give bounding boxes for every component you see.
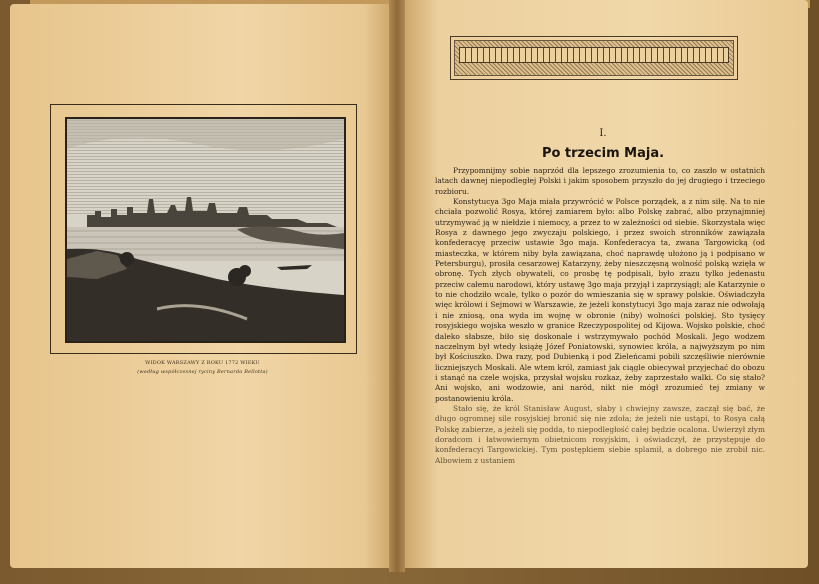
book-gutter: [389, 0, 405, 572]
warsaw-view-engraving: [67, 119, 344, 341]
decorative-headpiece: [450, 36, 738, 80]
engraving-illustration: [65, 117, 346, 343]
paragraph: Przypomnijmy sobie naprzód dla lepszego zrozumienia to, co zaszło w ostatnich latach dawnej niepodległej Polski i jakim sposobem przyszło do jej drugiego i trzeciego rozbioru.: [435, 166, 765, 196]
chapter-body: [435, 166, 765, 466]
engraving-caption: [50, 359, 355, 377]
engraving-frame: [50, 104, 357, 354]
paragraph: Konstytucya 3go Maja miała przywrócić w Polsce porządek, a z nim siłę. Na to nie chciała pozwolić Rosya, której zamiarem było: albo Polskę zabrać, albo przynajmniej utrzymywać ją w niełdzie i niemocy, a przez to w zależności od siebie. Skorzystała więc Rosya z dawnego jego zwyczaju polskiego, i przez swoich stronników zawiązała konfederacyę przeciw ustawie 3go maja. Konfederacya ta, zwana Targowicką (od miasteczka, w którem niby była zawiązana, choć naprawdę ułożono ją i podpisano w Petersburgu), prosiła cesarzowej Katarzyny, żeby nieszczęsną wolność polską wzięła w obronę. Tych złych obywateli, co prosbę tę podpisali, było zrazu tylko jedenastu przeciw całemu narodowi, który ustawę 3go maja przyjął i zaprzysiągł; ale Katarzynie o to nie chodziło wcale, tylko o pozór do wmieszania się w sprawy polskie. Oświadczyła więc królowi i Sejmowi w Warszawie, że jeżeli konstytucyi 3go maja zaraz nie odwołają i nie zniosą, ona wyda im wojnę w obronie (niby) wolności polskiej. Sto tysięcy rosyjskiego wojska weszło w granice Rzeczypospolitej od Kijowa. Wojsko polskie, choć daleko słabsze, biło się doskonale i wstrzymywało pochód Moskali. Jego wodzem naczelnym był wtedy książę Józef Poniatowski, synowiec króla, a najwyższym po nim był Kościuszko. Dwa razy, pod Dubienką i pod Zieleńcami pobili szczęśliwie nierównie liczniejszych Moskali. Ale wtem król, zamiast jak ciągle obiecywał przyjechać do obozu i stanąć na czele wojska, przysłał wojsku rozkaz, żeby zaprzestało walki. Co się stało? Ani wojsko, ani wodzowie, ani naród, nikt nie mógł zrozumieć tej zmiany w postanowieniu króla.: [435, 197, 765, 403]
paragraph: Stało się, że król Stanisław August, słaby i chwiejny zawsze, zaczął się bać, że długo ogromnej sile rosyjskiej bronić się nie zdoła; że jeżeli nie ustąpi, to Rosya całą Polskę zabierze, a jeżeli się podda, to niepodległość całej będzie ocalona. Uwierzył złym doradcom i łatwowiernym obietnicom rosyjskim, i oświadczył, że przystępuje do konfederacyi Targowickiej. Tym postępkiem siebie splamił, a dobrego nie zrobił nic. Albowiem z ustaniem: [435, 403, 765, 465]
caption-title: WIDOK WARSZAWY Z ROKU 1772 WIEKU: [145, 360, 260, 366]
left-page: [10, 4, 395, 568]
right-page: [398, 0, 808, 568]
caption-source: (według współczesnej ryciny Bernarda Bellotta): [137, 369, 268, 375]
chapter-title: Po trzecim Maja.: [541, 146, 665, 161]
chapter-number: I.: [599, 128, 607, 139]
headpiece-band: [459, 47, 729, 63]
